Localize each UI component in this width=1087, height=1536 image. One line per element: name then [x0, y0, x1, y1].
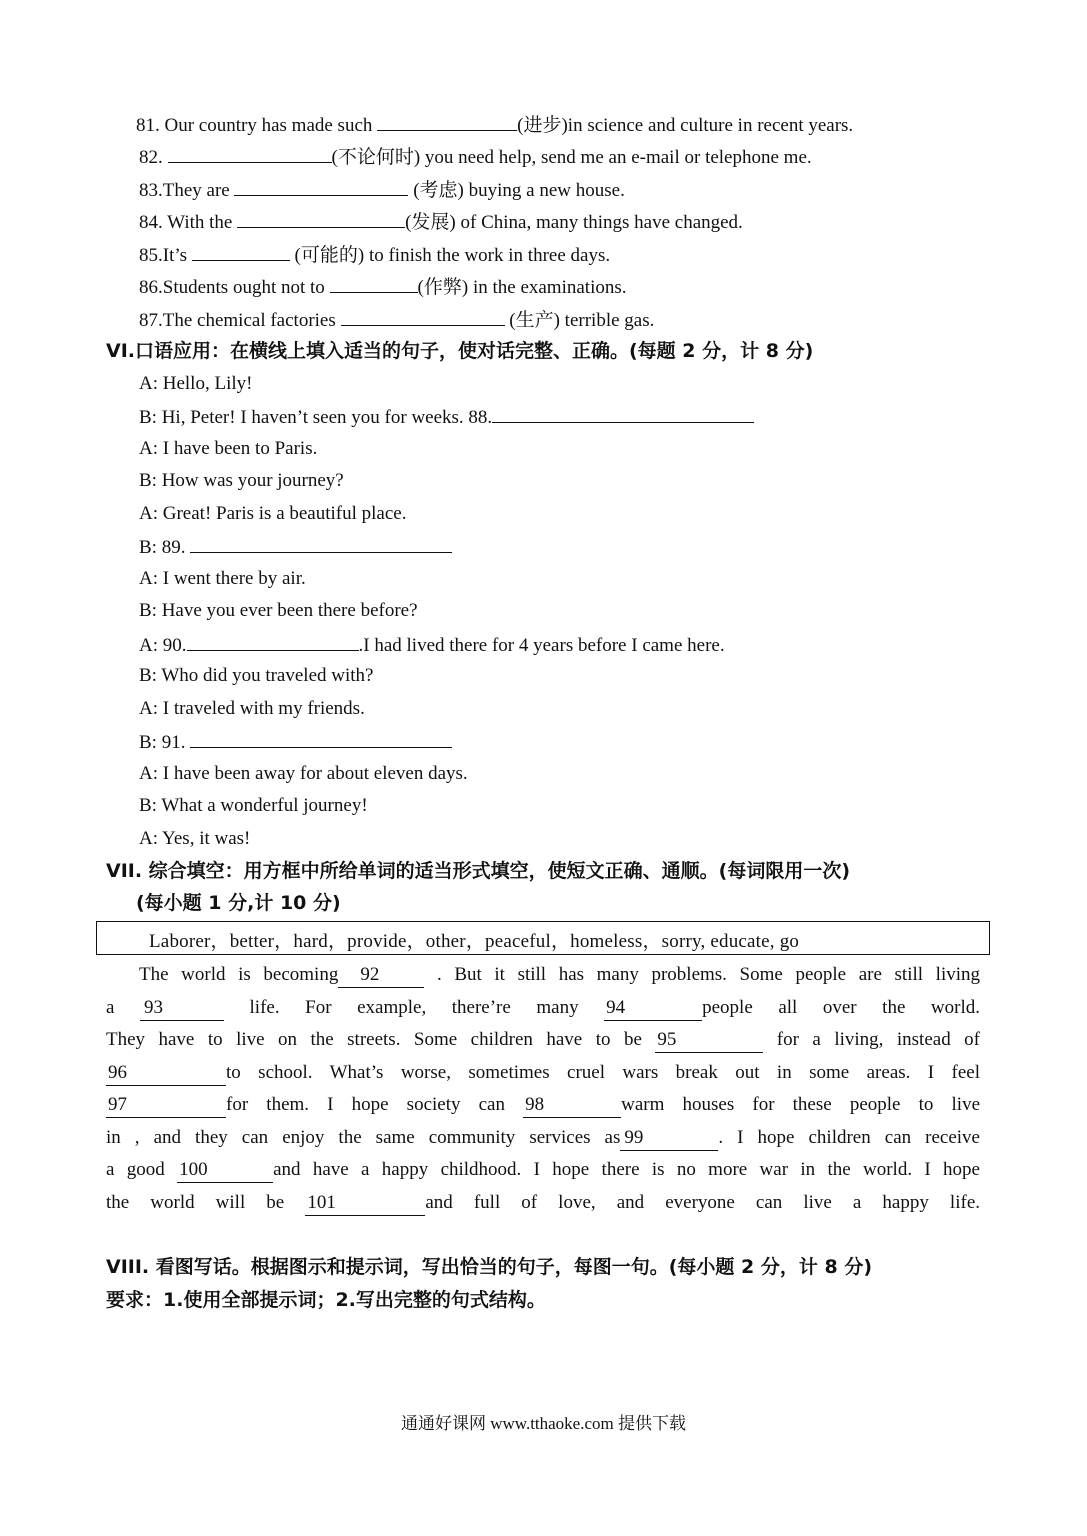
passage-line: a good 100 and have a happy childhood. I hope there is no more war in the world. I hope	[106, 1158, 980, 1183]
passage-line: a 93 life. For example, there’re many 94 people all over the world.	[106, 996, 980, 1021]
dialogue-line: A: I have been to Paris.	[139, 438, 318, 459]
blank-97[interactable]: 97	[106, 1093, 226, 1118]
blank-95[interactable]: 95	[655, 1028, 763, 1053]
word-box	[96, 921, 990, 955]
blank-96[interactable]: 96	[106, 1061, 226, 1086]
blank-98[interactable]: 98	[523, 1093, 621, 1118]
answer-blank[interactable]	[190, 534, 452, 553]
dialogue-line: A: Great! Paris is a beautiful place.	[139, 503, 407, 524]
dialogue-line: A: 90. .I had lived there for 4 years before I came here.	[139, 632, 725, 658]
dialogue-line: B: Hi, Peter! I haven’t seen you for weeks. 88.	[139, 404, 754, 430]
answer-blank[interactable]	[341, 307, 505, 326]
section-vi-heading: VI.口语应用：在横线上填入适当的句子，使对话完整、正确。(每题 2 分，计 8 分)	[106, 340, 814, 362]
dialogue-line: B: Have you ever been there before?	[139, 600, 418, 621]
item-86: 86.Students ought not to (作弊) in the examinations.	[139, 274, 627, 300]
blank-100[interactable]: 100	[177, 1158, 273, 1183]
section-viii-heading: VIII. 看图写话。根据图示和提示词，写出恰当的句子，每图一句。(每小题 2 分，计 8 分)	[106, 1256, 873, 1278]
dialogue-line: A: I have been away for about eleven days.	[139, 763, 468, 784]
item-85: 85.It’s (可能的) to finish the work in three days.	[139, 242, 610, 268]
item-87: 87.The chemical factories (生产) terrible gas.	[139, 307, 654, 333]
blank-92[interactable]: 92	[338, 963, 424, 988]
answer-blank[interactable]	[377, 112, 517, 131]
passage-line: 96 to school. What’s worse, sometimes cruel wars break out in some areas. I feel	[106, 1061, 980, 1086]
answer-blank[interactable]	[190, 729, 452, 748]
passage-line: in , and they can enjoy the same community services as 99 . I hope children can receive	[106, 1126, 980, 1151]
answer-blank[interactable]	[192, 242, 290, 261]
blank-99[interactable]: 99	[620, 1126, 718, 1151]
answer-blank[interactable]	[187, 632, 359, 651]
passage-line: the world will be 101 and full of love, and everyone can live a happy life.	[106, 1191, 980, 1216]
dialogue-line: B: 91.	[139, 729, 452, 755]
word-list: Laborer，better，hard，provide，other，peaceful，homeless，sorry, educate, go	[149, 931, 800, 952]
blank-93[interactable]: 93	[140, 996, 224, 1021]
passage-line: They have to live on the streets. Some children have to be 95 for a living, instead of	[106, 1028, 980, 1053]
dialogue-line: B: How was your journey?	[139, 470, 344, 491]
dialogue-line: A: I traveled with my friends.	[139, 698, 365, 719]
dialogue-line: B: What a wonderful journey!	[139, 795, 368, 816]
answer-blank[interactable]	[237, 209, 405, 228]
dialogue-line: B: Who did you traveled with?	[139, 665, 374, 686]
dialogue-line: A: I went there by air.	[139, 568, 306, 589]
page-footer: 通通好课网 www.tthaoke.com 提供下载	[400, 1414, 687, 1433]
dialogue-line: B: 89.	[139, 534, 452, 560]
item-83: 83.They are (考虑) buying a new house.	[139, 177, 625, 203]
answer-blank[interactable]	[234, 177, 408, 196]
section-vii-subheading: (每小题 1 分,计 10 分)	[136, 892, 341, 914]
blank-94[interactable]: 94	[604, 996, 702, 1021]
dialogue-line: A: Yes, it was!	[139, 828, 251, 849]
item-82: 82. (不论何时) you need help, send me an e-mail or telephone me.	[139, 144, 812, 170]
answer-blank[interactable]	[330, 274, 418, 293]
item-84: 84. With the (发展) of China, many things have changed.	[139, 209, 743, 235]
answer-blank[interactable]	[492, 404, 754, 423]
answer-blank[interactable]	[168, 144, 332, 163]
section-vii-heading: VII. 综合填空：用方框中所给单词的适当形式填空，使短文正确、通顺。(每词限用一次)	[106, 860, 851, 882]
section-viii-requirements: 要求：1.使用全部提示词；2.写出完整的句式结构。	[106, 1289, 546, 1311]
passage-line: The world is becoming 92 . But it still has many problems. Some people are still living	[139, 963, 980, 988]
dialogue-line: A: Hello, Lily!	[139, 373, 253, 394]
blank-101[interactable]: 101	[305, 1191, 425, 1216]
item-81: 81. Our country has made such (进步)in science and culture in recent years.	[136, 112, 853, 138]
passage-line: 97 for them. I hope society can 98 warm houses for these people to live	[106, 1093, 980, 1118]
